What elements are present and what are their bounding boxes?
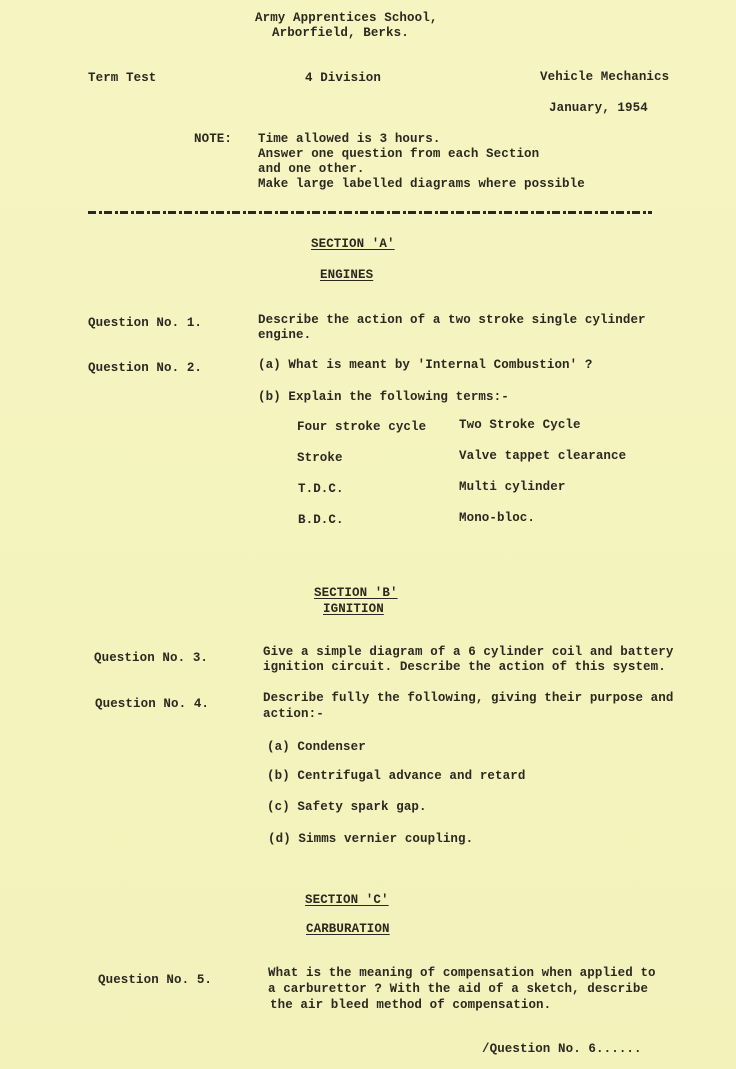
question-1-label: Question No. 1. bbox=[88, 316, 203, 330]
section-b-subtitle: IGNITION bbox=[323, 602, 384, 616]
note-line-1: Time allowed is 3 hours. bbox=[258, 132, 441, 146]
course-name: Vehicle Mechanics bbox=[540, 70, 670, 84]
question-4-label: Question No. 4. bbox=[95, 697, 210, 711]
term-right-4: Mono-bloc. bbox=[459, 511, 536, 525]
exam-date: January, 1954 bbox=[549, 101, 648, 115]
question-1-text-cont: engine. bbox=[258, 328, 312, 342]
note-label: NOTE: bbox=[194, 132, 233, 146]
note-line-3: and one other. bbox=[258, 162, 365, 176]
question-4-text: Describe fully the following, giving their purpose and bbox=[263, 691, 674, 705]
question-3-text-cont: ignition circuit. Describe the action of this system. bbox=[263, 660, 666, 674]
term-left-1: Four stroke cycle bbox=[297, 420, 427, 434]
question-5-label: Question No. 5. bbox=[98, 973, 213, 987]
section-a-title: SECTION 'A' bbox=[311, 237, 395, 251]
divider-rule bbox=[88, 211, 652, 214]
question-5-text-cont: a carburettor ? With the aid of a sketch, describe bbox=[268, 982, 649, 996]
question-5-text: What is the meaning of compensation when applied to bbox=[268, 966, 656, 980]
note-line-2: Answer one question from each Section bbox=[258, 147, 540, 161]
division: 4 Division bbox=[305, 71, 382, 85]
continuation-note: /Question No. 6...... bbox=[482, 1042, 642, 1056]
school-location: Arborfield, Berks. bbox=[272, 26, 409, 40]
question-4b: (b) Centrifugal advance and retard bbox=[267, 769, 526, 783]
section-c-subtitle: CARBURATION bbox=[306, 922, 390, 936]
question-4d: (d) Simms vernier coupling. bbox=[268, 832, 474, 846]
term-left-4: B.D.C. bbox=[298, 513, 344, 527]
term-right-3: Multi cylinder bbox=[459, 480, 566, 494]
section-b-title: SECTION 'B' bbox=[314, 586, 398, 600]
question-4-text-cont: action:- bbox=[263, 707, 324, 721]
test-title: Term Test bbox=[88, 71, 157, 85]
term-right-1: Two Stroke Cycle bbox=[459, 418, 581, 432]
question-2-label: Question No. 2. bbox=[88, 361, 203, 375]
question-5-text-cont-2: the air bleed method of compensation. bbox=[270, 998, 552, 1012]
term-right-2: Valve tappet clearance bbox=[459, 449, 627, 463]
question-2b: (b) Explain the following terms:- bbox=[258, 390, 509, 404]
question-2a: (a) What is meant by 'Internal Combustion' ? bbox=[258, 358, 593, 372]
question-4a: (a) Condenser bbox=[267, 740, 366, 754]
note-line-4: Make large labelled diagrams where possible bbox=[258, 177, 585, 191]
section-c-title: SECTION 'C' bbox=[305, 893, 389, 907]
question-1-text: Describe the action of a two stroke single cylinder bbox=[258, 313, 646, 327]
question-4c: (c) Safety spark gap. bbox=[267, 800, 427, 814]
term-left-2: Stroke bbox=[297, 451, 343, 465]
question-3-text: Give a simple diagram of a 6 cylinder coil and battery bbox=[263, 645, 674, 659]
section-a-subtitle: ENGINES bbox=[320, 268, 374, 282]
term-left-3: T.D.C. bbox=[298, 482, 344, 496]
question-3-label: Question No. 3. bbox=[94, 651, 209, 665]
school-name: Army Apprentices School, bbox=[255, 11, 438, 25]
